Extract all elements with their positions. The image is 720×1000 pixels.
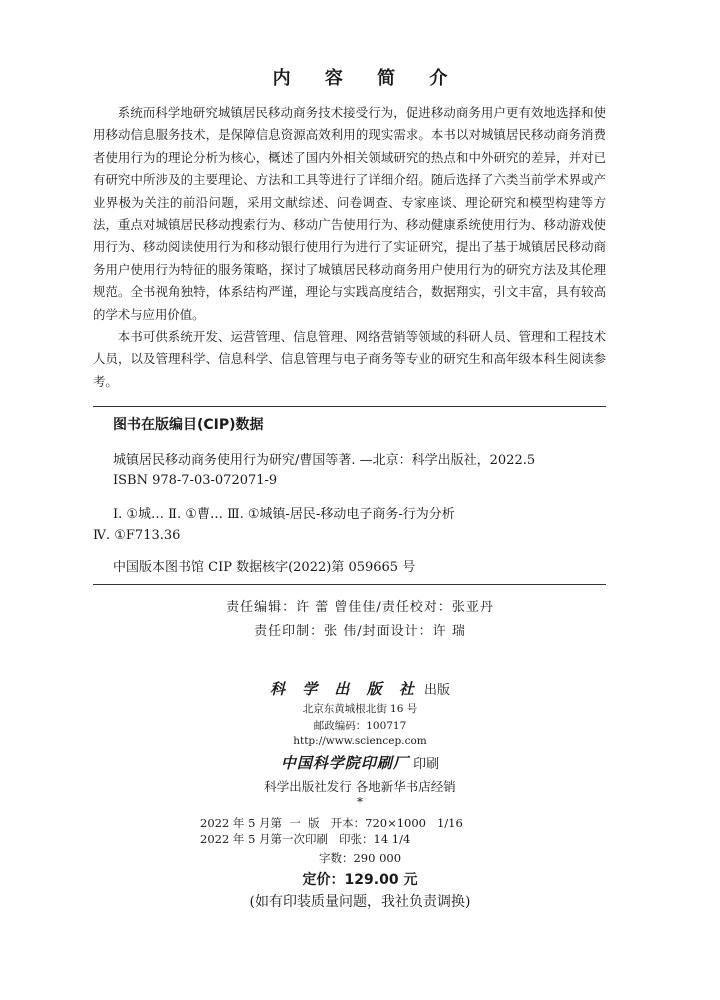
summary-paragraph-1: 系统而科学地研究城镇居民移动商务技术接受行为，促进移动商务用户更有效地选择和使用移动信息服务技术，是保障信息资源高效利用的现实需求。本书以对城镇居民移动商务消费者使用行为的理论分析为核心，概述了国内外相关领域研究的热点和中外研究的差异，并对已有研究中所涉及的主要理论、方法和工具等进行了详细介绍。随后选择了六类当前学术界或产业界极为关注的前沿问题，采用文献综述、问卷调查、专家座谈、理论研究和模型构建等方法，重点对城镇居民移动搜索行为、移动广告使用行为、移动健康系统使用行为、移动游戏使用行为、移动阅读使用行为和移动银行使用行为进行了实证研究，提出了基于城镇居民移动商务用户使用行为特征的服务策略，探讨了城镇居民移动商务用户使用行为的研究方法及其伦理规范。全书视角独特，体系结构严谨，理论与实践高度结合，数据翔实，引文丰富，具有较高的学术与应用价值。 bbox=[93, 105, 606, 322]
printer-name: 中国科学院印刷厂 bbox=[280, 754, 409, 772]
credits-production: 责任印制：张 伟/封面设计：许 瑞 bbox=[254, 624, 466, 639]
credits-editors: 责任编辑：许 蕾 曾佳佳/责任校对：张亚丹 bbox=[226, 600, 494, 615]
cip-bottom-rule bbox=[93, 584, 606, 585]
publisher-postcode: 邮政编码：100717 bbox=[313, 720, 407, 732]
cip-line-title: 城镇居民移动商务使用行为研究/曹国等著. —北京：科学出版社，2022.5 bbox=[113, 453, 536, 468]
separator-star: * bbox=[357, 795, 363, 809]
edition-line-1: 2022 年 5 月第 一 版 开本：720×1000 1/16 bbox=[200, 816, 463, 830]
cip-top-rule bbox=[93, 406, 606, 407]
word-count: 字数：290 000 bbox=[318, 851, 402, 865]
distribution-line: 科学出版社发行 各地新华书店经销 bbox=[264, 779, 456, 794]
publisher-action: 出版 bbox=[424, 683, 451, 698]
publisher-name: 科 学 出 版 社 bbox=[269, 680, 420, 698]
summary-paragraph-2: 本书可供系统开发、运营管理、信息管理、网络营销等领域的科研人员、管理和工程技术人员，以及管理科学、信息科学、信息管理与电子商务等专业的研究生和高年级本科生阅读参考。 bbox=[93, 329, 606, 389]
publisher-address: 北京东黄城根北街 16 号 bbox=[302, 703, 418, 715]
price: 定价：129.00 元 bbox=[302, 872, 418, 888]
cip-line-record-number: 中国版本图书馆 CIP 数据核字(2022)第 059665 号 bbox=[113, 560, 416, 575]
cip-line-isbn: ISBN 978-7-03-072071-9 bbox=[113, 473, 278, 488]
cip-line-classification: Ⅳ. ①F713.36 bbox=[93, 528, 181, 543]
cip-heading: 图书在版编目(CIP)数据 bbox=[113, 417, 264, 433]
summary-text bbox=[93, 102, 606, 393]
publisher-website: http://www.sciencep.com bbox=[293, 735, 427, 747]
publisher-line bbox=[0, 678, 720, 699]
page-title: 内 容 简 介 bbox=[272, 68, 462, 89]
printer-line bbox=[0, 752, 720, 773]
cip-line-subjects: Ⅰ. ①城… Ⅱ. ①曹… Ⅲ. ①城镇-居民-移动电子商务-行为分析 bbox=[113, 507, 455, 522]
printer-action: 印刷 bbox=[413, 757, 440, 772]
edition-line-2: 2022 年 5 月第一次印刷 印张：14 1/4 bbox=[200, 832, 411, 846]
quality-notice: (如有印装质量问题，我社负责调换) bbox=[249, 894, 471, 910]
